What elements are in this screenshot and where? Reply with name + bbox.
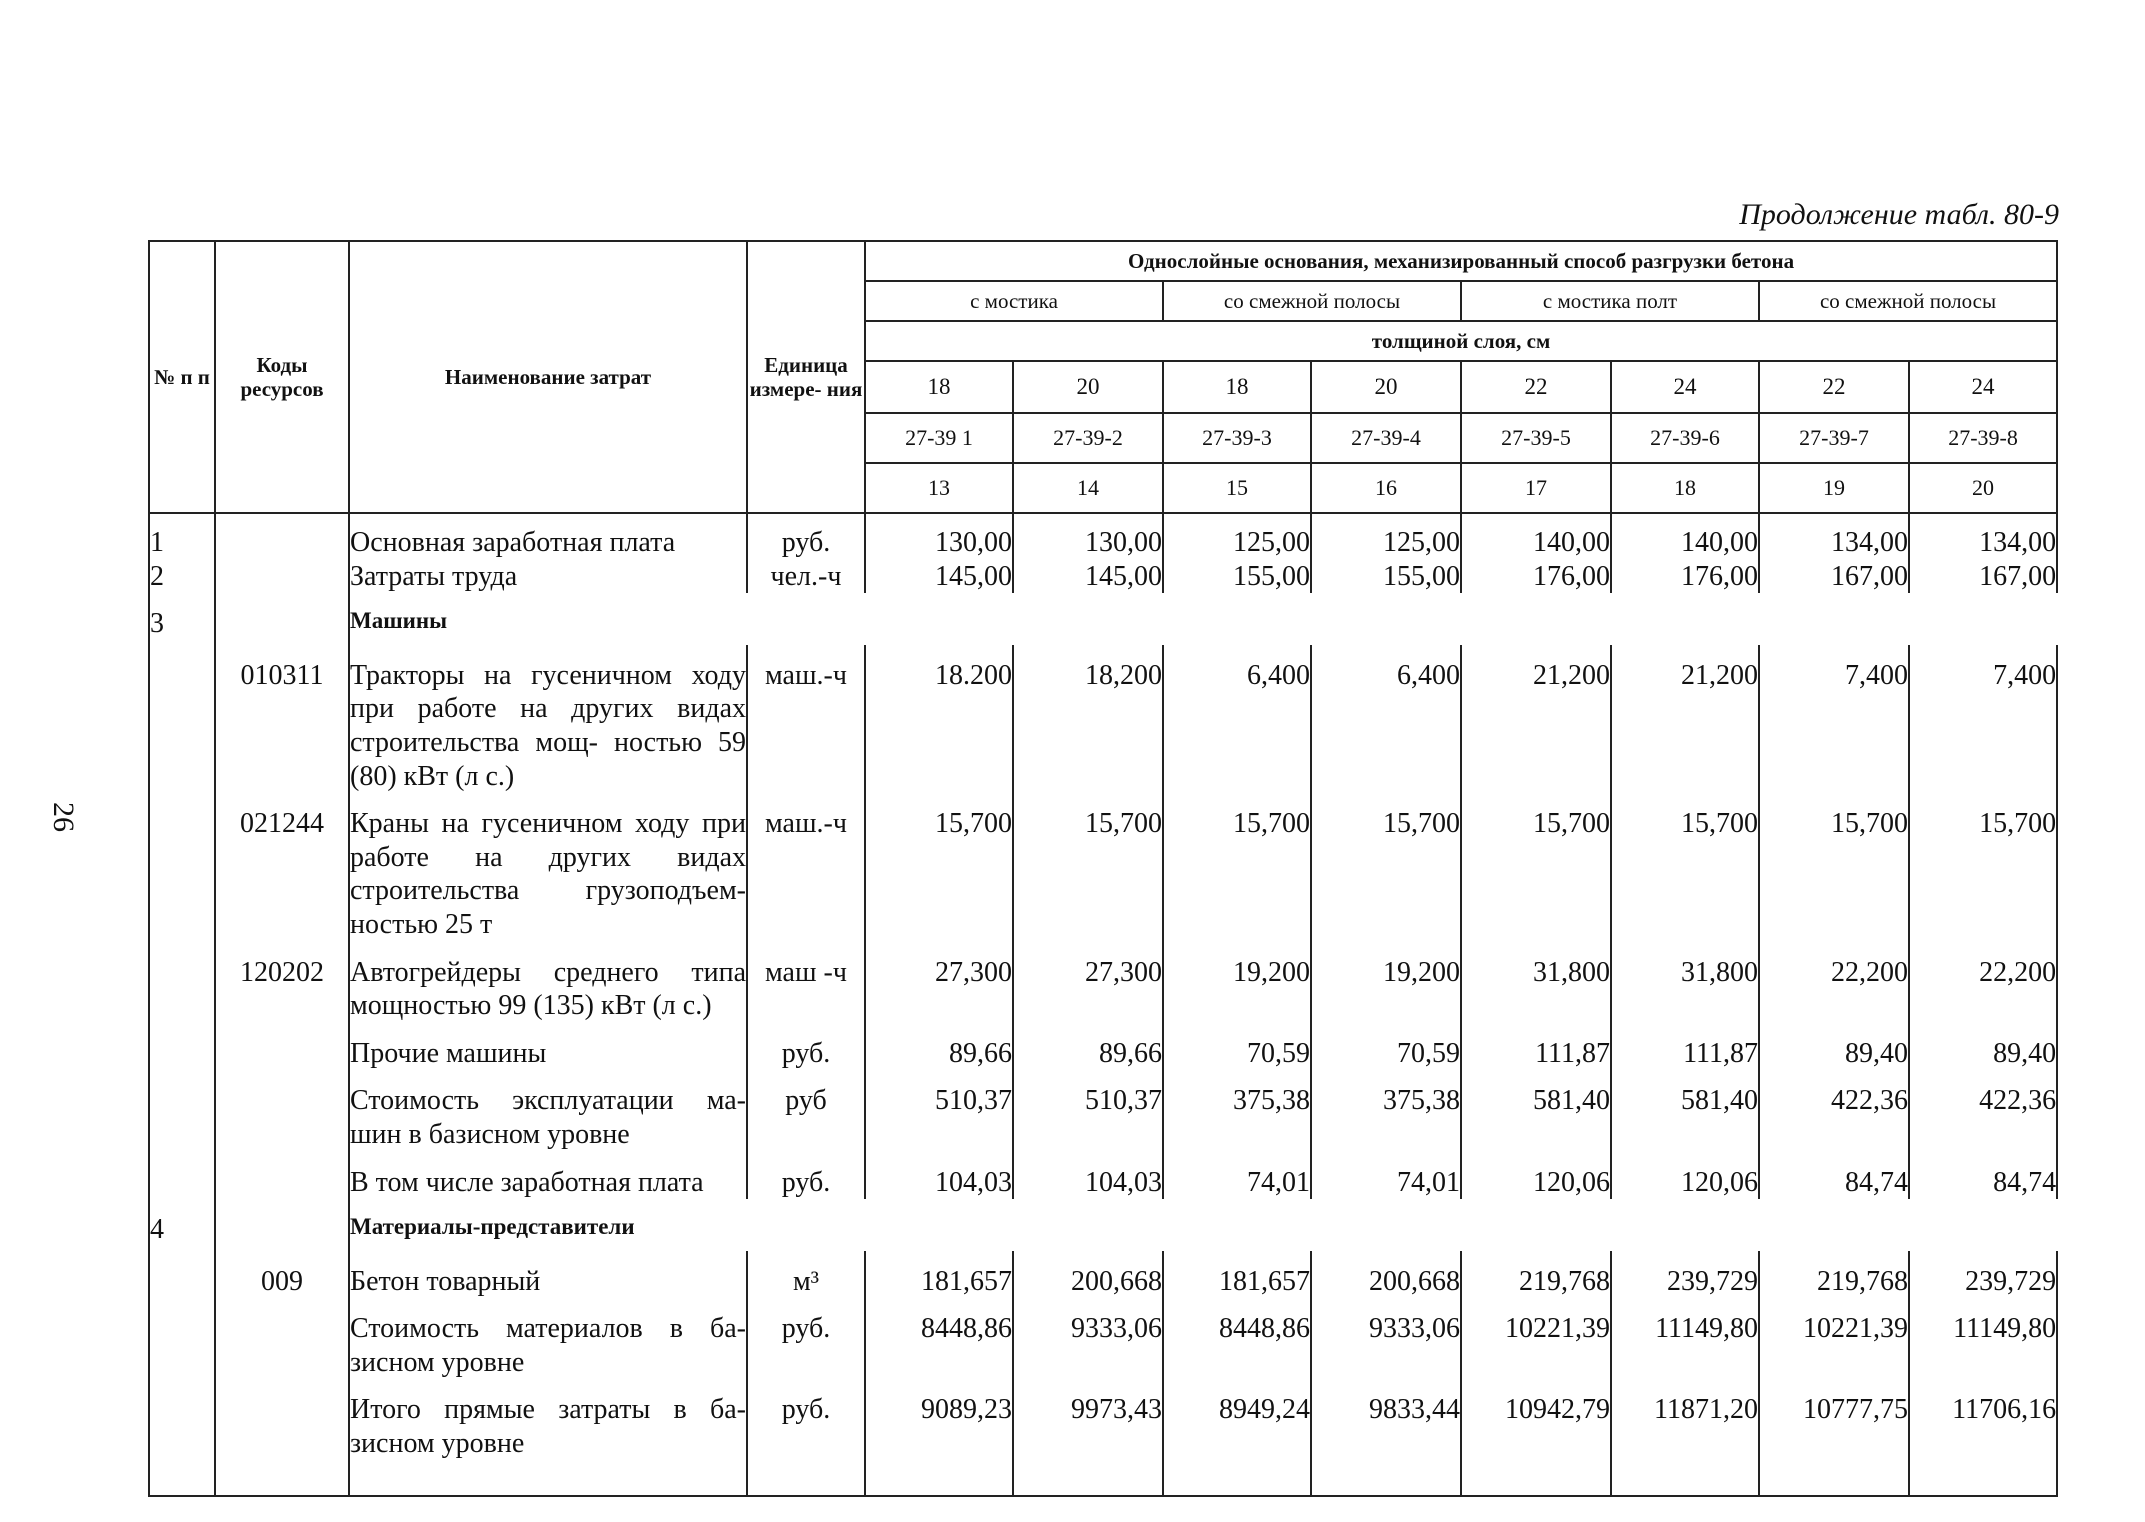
row-value: 6,400 xyxy=(1311,645,1461,793)
row-value: 104,03 xyxy=(1013,1152,1163,1200)
row-value: 11706,16 xyxy=(1909,1379,2057,1495)
row-num xyxy=(149,1379,215,1495)
section-row xyxy=(149,593,2057,645)
row-value: 74,01 xyxy=(1163,1152,1311,1200)
row-value: 15,700 xyxy=(1163,793,1311,941)
row-code: 009 xyxy=(215,1251,349,1299)
row-code xyxy=(215,1023,349,1071)
row-num xyxy=(149,793,215,941)
row-value: 15,700 xyxy=(1461,793,1611,941)
row-value: 104,03 xyxy=(865,1152,1013,1200)
header-col-number: 18 xyxy=(1611,463,1759,513)
table-row xyxy=(149,793,2057,941)
row-value: 200,668 xyxy=(1311,1251,1461,1299)
row-value: 18,200 xyxy=(1013,645,1163,793)
row-name: Основная заработная плата xyxy=(349,513,747,560)
row-value: 10942,79 xyxy=(1461,1379,1611,1495)
row-value: 21,200 xyxy=(1461,645,1611,793)
row-value: 176,00 xyxy=(1461,560,1611,594)
row-value: 181,657 xyxy=(1163,1251,1311,1299)
row-unit: руб xyxy=(747,1070,865,1151)
row-value: 167,00 xyxy=(1759,560,1909,594)
row-num xyxy=(149,1298,215,1379)
row-value: 8949,24 xyxy=(1163,1379,1311,1495)
header-norm-code: 27-39-6 xyxy=(1611,413,1759,463)
header-subgroup: с мостика полт xyxy=(1461,281,1759,321)
row-num: 4 xyxy=(149,1199,215,1251)
row-value: 239,729 xyxy=(1611,1251,1759,1299)
row-value: 581,40 xyxy=(1461,1070,1611,1151)
row-num: 3 xyxy=(149,593,215,645)
row-value: 89,40 xyxy=(1909,1023,2057,1071)
row-value: 19,200 xyxy=(1163,942,1311,1023)
row-num: 1 xyxy=(149,513,215,560)
header-thickness-label: толщиной слоя, см xyxy=(865,321,2057,361)
row-value: 11149,80 xyxy=(1909,1298,2057,1379)
row-value: 15,700 xyxy=(1909,793,2057,941)
row-unit: руб. xyxy=(747,1023,865,1071)
row-code xyxy=(215,513,349,560)
header-unit: Единица измере- ния xyxy=(747,241,865,513)
table-row xyxy=(149,645,2057,793)
row-value: 181,657 xyxy=(865,1251,1013,1299)
table-caption: Продолжение табл. 80-9 xyxy=(1739,198,2059,231)
header-col-number: 14 xyxy=(1013,463,1163,513)
row-value: 167,00 xyxy=(1909,560,2057,594)
row-code xyxy=(215,1152,349,1200)
row-name: Стоимость материалов в ба- зисном уровне xyxy=(349,1298,747,1379)
row-unit: маш -ч xyxy=(747,942,865,1023)
row-value: 9333,06 xyxy=(1013,1298,1163,1379)
row-value: 22,200 xyxy=(1909,942,2057,1023)
table-row xyxy=(149,1023,2057,1071)
row-value: 134,00 xyxy=(1909,513,2057,560)
header-norm-code: 27-39-2 xyxy=(1013,413,1163,463)
row-value: 89,40 xyxy=(1759,1023,1909,1071)
row-value: 155,00 xyxy=(1311,560,1461,594)
row-value: 10221,39 xyxy=(1461,1298,1611,1379)
row-name: Краны на гусеничном ходу при работе на других видах строительства грузоподъем- ностью 25 т xyxy=(349,793,747,941)
row-value: 15,700 xyxy=(865,793,1013,941)
row-num xyxy=(149,645,215,793)
header-col-number: 17 xyxy=(1461,463,1611,513)
row-value: 22,200 xyxy=(1759,942,1909,1023)
row-code: 120202 xyxy=(215,942,349,1023)
row-value: 125,00 xyxy=(1311,513,1461,560)
table-row xyxy=(149,560,2057,594)
row-value: 375,38 xyxy=(1311,1070,1461,1151)
row-code xyxy=(215,1379,349,1495)
row-value: 145,00 xyxy=(1013,560,1163,594)
header-num: № п п xyxy=(149,241,215,513)
row-code: 010311 xyxy=(215,645,349,793)
row-value: 120,06 xyxy=(1461,1152,1611,1200)
row-value: 176,00 xyxy=(1611,560,1759,594)
row-name: Затраты труда xyxy=(349,560,747,594)
header-thickness: 24 xyxy=(1909,361,2057,413)
row-value: 9833,44 xyxy=(1311,1379,1461,1495)
row-value: 18.200 xyxy=(865,645,1013,793)
header-thickness: 20 xyxy=(1311,361,1461,413)
row-unit: руб. xyxy=(747,1379,865,1495)
row-unit: чел.-ч xyxy=(747,560,865,594)
row-unit: м³ xyxy=(747,1251,865,1299)
row-value: 27,300 xyxy=(865,942,1013,1023)
row-value: 84,74 xyxy=(1909,1152,2057,1200)
row-value: 130,00 xyxy=(1013,513,1163,560)
row-value: 120,06 xyxy=(1611,1152,1759,1200)
row-name: Итого прямые затраты в ба- зисном уровне xyxy=(349,1379,747,1495)
row-name: Автогрейдеры среднего типа мощностью 99 (135) кВт (л с.) xyxy=(349,942,747,1023)
header-thickness: 22 xyxy=(1461,361,1611,413)
row-num xyxy=(149,942,215,1023)
row-value: 19,200 xyxy=(1311,942,1461,1023)
row-value: 10777,75 xyxy=(1759,1379,1909,1495)
row-value: 31,800 xyxy=(1461,942,1611,1023)
section-row xyxy=(149,1199,2057,1251)
row-name: В том числе заработная плата xyxy=(349,1152,747,1200)
row-code: 021244 xyxy=(215,793,349,941)
row-value: 510,37 xyxy=(1013,1070,1163,1151)
row-value: 9973,43 xyxy=(1013,1379,1163,1495)
header-norm-code: 27-39 1 xyxy=(865,413,1013,463)
header-norm-code: 27-39-8 xyxy=(1909,413,2057,463)
header-norm-code: 27-39-7 xyxy=(1759,413,1909,463)
header-norm-code: 27-39-3 xyxy=(1163,413,1311,463)
cost-table xyxy=(148,240,2058,1497)
table-row xyxy=(149,1379,2057,1495)
row-value: 74,01 xyxy=(1311,1152,1461,1200)
row-value: 11149,80 xyxy=(1611,1298,1759,1379)
row-value: 89,66 xyxy=(1013,1023,1163,1071)
row-value: 6,400 xyxy=(1163,645,1311,793)
row-value: 89,66 xyxy=(865,1023,1013,1071)
page-number: 26 xyxy=(47,802,80,832)
header-norm-code: 27-39-5 xyxy=(1461,413,1611,463)
header-col-number: 16 xyxy=(1311,463,1461,513)
row-value: 15,700 xyxy=(1013,793,1163,941)
row-unit: маш.-ч xyxy=(747,793,865,941)
header-thickness: 18 xyxy=(1163,361,1311,413)
header-code: Коды ресурсов xyxy=(215,241,349,513)
row-value: 15,700 xyxy=(1759,793,1909,941)
section-title: Материалы-представители xyxy=(349,1199,2057,1251)
header-name: Наименование затрат xyxy=(349,241,747,513)
row-value: 422,36 xyxy=(1909,1070,2057,1151)
row-name: Тракторы на гусеничном ходу при работе на других видах строительства мощ- ностью 59 (80) кВт (л с.) xyxy=(349,645,747,793)
row-value: 510,37 xyxy=(865,1070,1013,1151)
section-title: Машины xyxy=(349,593,2057,645)
header-col-number: 15 xyxy=(1163,463,1311,513)
row-num xyxy=(149,1023,215,1071)
row-value: 15,700 xyxy=(1311,793,1461,941)
row-code xyxy=(215,1298,349,1379)
row-num xyxy=(149,1070,215,1151)
row-value: 8448,86 xyxy=(865,1298,1013,1379)
table-row xyxy=(149,1251,2057,1299)
header-col-number: 13 xyxy=(865,463,1013,513)
row-name: Бетон товарный xyxy=(349,1251,747,1299)
row-value: 219,768 xyxy=(1759,1251,1909,1299)
row-value: 27,300 xyxy=(1013,942,1163,1023)
row-num xyxy=(149,1251,215,1299)
row-value: 200,668 xyxy=(1013,1251,1163,1299)
table-row xyxy=(149,513,2057,560)
header-thickness: 18 xyxy=(865,361,1013,413)
row-value: 111,87 xyxy=(1461,1023,1611,1071)
row-name: Стоимость эксплуатации ма- шин в базисном уровне xyxy=(349,1070,747,1151)
header-thickness: 24 xyxy=(1611,361,1759,413)
row-value: 155,00 xyxy=(1163,560,1311,594)
row-value: 70,59 xyxy=(1311,1023,1461,1071)
row-value: 111,87 xyxy=(1611,1023,1759,1071)
header-subgroup: со смежной полосы xyxy=(1163,281,1461,321)
header-norm-code: 27-39-4 xyxy=(1311,413,1461,463)
row-value: 145,00 xyxy=(865,560,1013,594)
row-value: 31,800 xyxy=(1611,942,1759,1023)
table-row xyxy=(149,1070,2057,1151)
row-value: 140,00 xyxy=(1461,513,1611,560)
row-num xyxy=(149,1152,215,1200)
header-col-number: 20 xyxy=(1909,463,2057,513)
row-unit: руб. xyxy=(747,513,865,560)
row-value: 219,768 xyxy=(1461,1251,1611,1299)
table-row xyxy=(149,1152,2057,1200)
row-value: 9333,06 xyxy=(1311,1298,1461,1379)
row-unit: руб. xyxy=(747,1298,865,1379)
row-value: 9089,23 xyxy=(865,1379,1013,1495)
row-num: 2 xyxy=(149,560,215,594)
row-value: 130,00 xyxy=(865,513,1013,560)
header-thickness: 22 xyxy=(1759,361,1909,413)
table-row xyxy=(149,1298,2057,1379)
header-thickness: 20 xyxy=(1013,361,1163,413)
row-value: 140,00 xyxy=(1611,513,1759,560)
row-value: 422,36 xyxy=(1759,1070,1909,1151)
row-value: 134,00 xyxy=(1759,513,1909,560)
row-name: Прочие машины xyxy=(349,1023,747,1071)
header-group-title: Однослойные основания, механизированный способ разгрузки бетона xyxy=(865,241,2057,281)
header-subgroup: со смежной полосы xyxy=(1759,281,2057,321)
row-unit: маш.-ч xyxy=(747,645,865,793)
row-value: 239,729 xyxy=(1909,1251,2057,1299)
row-value: 7,400 xyxy=(1759,645,1909,793)
header-col-number: 19 xyxy=(1759,463,1909,513)
row-code xyxy=(215,560,349,594)
row-value: 10221,39 xyxy=(1759,1298,1909,1379)
row-value: 15,700 xyxy=(1611,793,1759,941)
row-value: 11871,20 xyxy=(1611,1379,1759,1495)
row-value: 581,40 xyxy=(1611,1070,1759,1151)
row-value: 70,59 xyxy=(1163,1023,1311,1071)
header-subgroup: с мостика xyxy=(865,281,1163,321)
row-value: 7,400 xyxy=(1909,645,2057,793)
table-row xyxy=(149,942,2057,1023)
row-code xyxy=(215,1070,349,1151)
row-unit: руб. xyxy=(747,1152,865,1200)
row-value: 375,38 xyxy=(1163,1070,1311,1151)
row-value: 84,74 xyxy=(1759,1152,1909,1200)
row-value: 21,200 xyxy=(1611,645,1759,793)
row-value: 125,00 xyxy=(1163,513,1311,560)
row-value: 8448,86 xyxy=(1163,1298,1311,1379)
